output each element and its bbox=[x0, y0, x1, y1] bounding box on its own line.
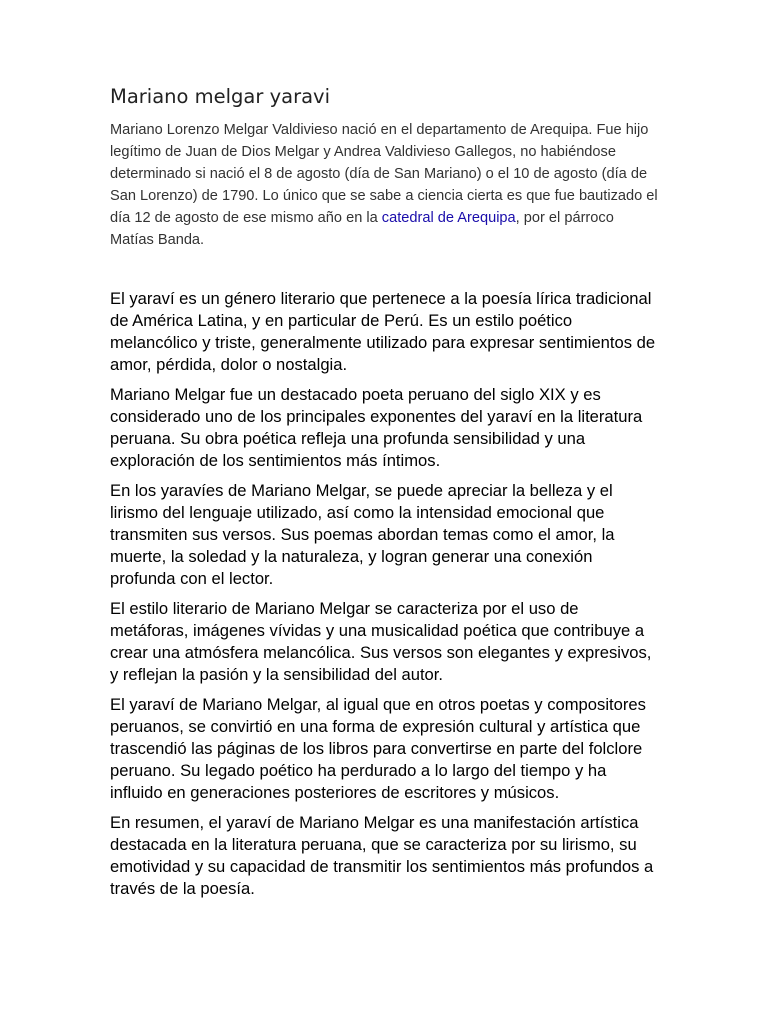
body-paragraph-5: El yaraví de Mariano Melgar, al igual que en otros poetas y compositores peruanos, se convirtió en una forma de expresión cultural y artística que trascendió las páginas de los libros para convertirse en parte del folclore peruano. Su legado poético ha perdurado a lo largo del tiempo y ha influido en generaciones posteriores de escritores y músicos. bbox=[110, 695, 646, 802]
body-paragraph-2: Mariano Melgar fue un destacado poeta peruano del siglo XIX y es considerado uno de los principales exponentes del yaraví en la literatura peruana. Su obra poética refleja una profunda sensibilidad y una exploración de los sentimientos más íntimos. bbox=[110, 385, 643, 470]
catedral-de-arequipa-link[interactable]: catedral de Arequipa bbox=[381, 210, 516, 226]
intro-text-after-link: , por el párroco Matías Banda. bbox=[110, 210, 614, 248]
body-paragraph-3: En los yaravíes de Mariano Melgar, se puede apreciar la belleza y el lirismo del lenguaje utilizado, así como la intensidad emocional que transmiten sus versos. Sus poemas abordan temas como el amor, la muerte, la soledad y la naturaleza, y logran generar una conexión profunda con el lector. bbox=[110, 481, 615, 588]
body-paragraph-1: El yaraví es un género literario que pertenece a la poesía lírica tradicional de América Latina, y en particular de Perú. Es un estilo poético melancólico y triste, generalmente utilizado para expresar sentimientos de amor, pérdida, dolor o nostalgia. bbox=[110, 289, 656, 374]
body-paragraph-6: En resumen, el yaraví de Mariano Melgar es una manifestación artística destacada en la literatura peruana, que se caracteriza por su lirismo, su emotividad y su capacidad de transmitir los sentimientos más profundos a través de la poesía. bbox=[110, 813, 654, 898]
document-page bbox=[110, 84, 660, 908]
article-body bbox=[110, 288, 660, 900]
intro-text-before-link: Mariano Lorenzo Melgar Valdivieso nació en el departamento de Arequipa. Fue hijo legítimo de Juan de Dios Melgar y Andrea Valdivieso Gallegos, no habiéndose determinado si nació el 8 de agosto (día de San Mariano) o el 10 de agosto (día de San Lorenzo) de 1790. Lo único que se sabe a ciencia cierta es que fue bautizado el día 12 de agosto de ese mismo año en la bbox=[110, 122, 658, 226]
intro-paragraph bbox=[110, 119, 658, 251]
body-paragraph-4: El estilo literario de Mariano Melgar se caracteriza por el uso de metáforas, imágenes vívidas y una musicalidad poética que contribuye a crear una atmósfera melancólica. Sus versos son elegantes y expresivos, y reflejan la pasión y la sensibilidad del autor. bbox=[110, 599, 652, 684]
page-title: Mariano melgar yaravi bbox=[110, 85, 331, 108]
